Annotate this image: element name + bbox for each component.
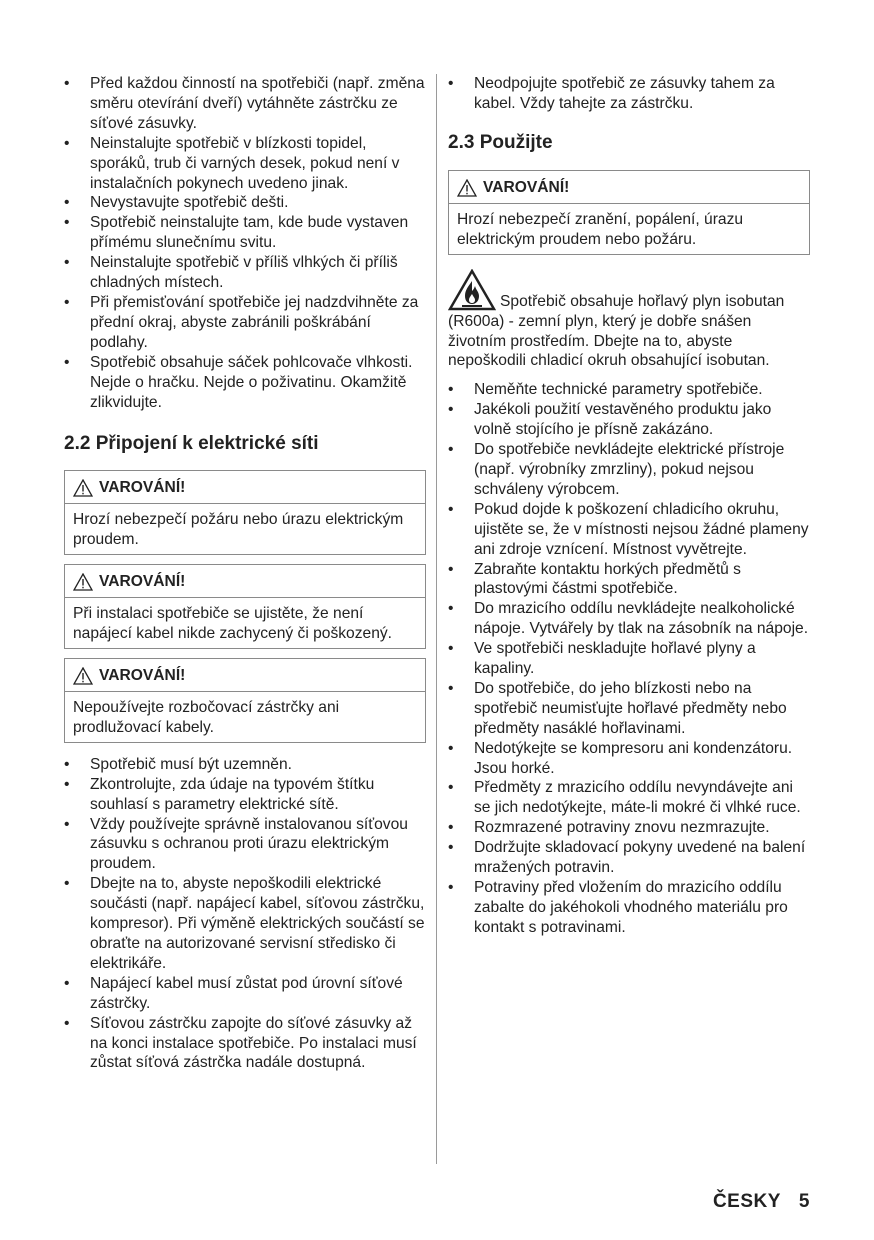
- list-item: • Neinstalujte spotřebič v příliš vlhkých či příliš chladných místech.: [64, 253, 426, 293]
- list-item: • Dbejte na to, abyste nepoškodili elektrické součásti (např. napájecí kabel, síťovou zástrčku, kompresor). Při výměně elektrických součástí se obraťte na autorizované servisní středisko či elektrikáře.: [64, 874, 426, 974]
- list-item: • Do spotřebiče, do jeho blízkosti nebo na spotřebič neumisťujte hořlavé předměty nebo předměty nasáklé hořlavinami.: [448, 679, 810, 739]
- warning-title: VAROVÁNÍ!: [99, 479, 186, 497]
- list-item: • Ve spotřebiči neskladujte hořlavé plyny a kapaliny.: [448, 639, 810, 679]
- warning-text: Hrozí nebezpečí požáru nebo úrazu elektrickým proudem.: [73, 511, 404, 549]
- warning-text: Nepoužívejte rozbočovací zástrčky ani prodlužovací kabely.: [73, 699, 340, 736]
- list-item: • Spotřebič neinstalujte tam, kde bude vystaven přímému slunečnímu svitu.: [64, 213, 426, 253]
- warning-triangle-icon: [73, 479, 93, 497]
- list-item: • Zkontrolujte, zda údaje na typovém štítku souhlasí s parametry elektrické sítě.: [64, 775, 426, 815]
- warning-box: [64, 470, 426, 555]
- bullet-list-bottom: [64, 755, 426, 1074]
- warning-header: [65, 471, 425, 504]
- list-item: • Neměňte technické parametry spotřebiče.: [448, 380, 810, 400]
- bullet-list-top: [448, 74, 810, 114]
- list-item: • Do mrazicího oddílu nevkládejte nealkoholické nápoje. Vytvářely by tlak na zásobník na nápoje.: [448, 599, 810, 639]
- section-heading-2-3: 2.3 Použijte: [448, 131, 553, 153]
- list-item: • Neodpojujte spotřebič ze zásuvky tahem za kabel. Vždy tahejte za zástrčku.: [448, 74, 810, 114]
- warning-title: VAROVÁNÍ!: [99, 573, 186, 591]
- list-item: • Nevystavujte spotřebič dešti.: [64, 193, 426, 213]
- list-item: • Do spotřebiče nevkládejte elektrické přístroje (např. výrobníky zmrzliny), pokud nejsou schváleny výrobcem.: [448, 440, 810, 500]
- list-item: • Rozmrazené potraviny znovu nezmrazujte.: [448, 818, 810, 838]
- warning-text: Při instalaci spotřebiče se ujistěte, že není napájecí kabel nikde zachycený či poškozený.: [73, 605, 392, 643]
- bullet-list-top: [64, 74, 426, 412]
- list-item: • Potraviny před vložením do mrazicího oddílu zabalte do jakéhokoli vhodného materiálu pro kontakt s potravinami.: [448, 878, 810, 938]
- page-number: 5: [798, 1191, 810, 1212]
- left-column: [64, 74, 426, 1073]
- flammable-gas-text: Spotřebič obsahuje hořlavý plyn isobutan (R600a) - zemní plyn, který je dobře snášen životním prostředím. Dbejte na to, abyste nepoškodili chladicí okruh obsahující isobutan.: [448, 292, 785, 370]
- warning-title: VAROVÁNÍ!: [483, 178, 570, 196]
- list-item: • Při přemisťování spotřebiče jej nadzdvihněte za přední okraj, abyste zabránili poškrábání podlahy.: [64, 293, 426, 353]
- list-item: • Neinstalujte spotřebič v blízkosti topidel, sporáků, trub či varných desek, pokud není v instalačních pokynech uvedeno jinak.: [64, 134, 426, 194]
- right-column: [448, 74, 810, 938]
- list-item: • Předměty z mrazicího oddílu nevyndávejte ani se jich nedotýkejte, máte-li mokré či vlhké ruce.: [448, 778, 810, 818]
- warning-title: VAROVÁNÍ!: [99, 667, 186, 685]
- warning-box: [64, 564, 426, 649]
- section-heading-2-2: 2.2 Připojení k elektrické síti: [64, 433, 319, 455]
- page-footer: [713, 1192, 810, 1212]
- list-item: • Spotřebič obsahuje sáček pohlcovače vlhkosti. Nejde o hračku. Nejde o poživatinu. Okamžitě zlikvidujte.: [64, 353, 426, 413]
- warning-box: [64, 658, 426, 743]
- list-item: • Jakékoli použití vestavěného produktu jako volně stojícího je přísně zakázáno.: [448, 400, 810, 440]
- footer-language: ČESKY: [712, 1191, 781, 1212]
- warning-triangle-icon: [73, 573, 93, 591]
- list-item: • Spotřebič musí být uzemněn.: [64, 755, 426, 775]
- flammable-gas-icon: [448, 269, 496, 311]
- warning-header: [449, 171, 809, 204]
- flammable-gas-notice: [448, 269, 810, 372]
- list-item: • Před každou činností na spotřebiči (např. změna směru otevírání dveří) vytáhněte zástrčku ze síťové zásuvky.: [64, 74, 426, 134]
- list-item: • Zabraňte kontaktu horkých předmětů s plastovými částmi spotřebiče.: [448, 560, 810, 600]
- bullet-list: [448, 380, 810, 937]
- list-item: • Dodržujte skladovací pokyny uvedené na balení mražených potravin.: [448, 838, 810, 878]
- list-item: • Napájecí kabel musí zůstat pod úrovní síťové zástrčky.: [64, 974, 426, 1014]
- column-divider: [436, 74, 437, 1164]
- list-item: • Pokud dojde k poškození chladicího okruhu, ujistěte se, že v místnosti nejsou žádné plameny ani zdroje vznícení. Místnost vyvětrejte.: [448, 500, 810, 560]
- warning-box: [448, 170, 810, 255]
- list-item: • Nedotýkejte se kompresoru ani kondenzátoru. Jsou horké.: [448, 739, 810, 779]
- warning-triangle-icon: [457, 179, 477, 197]
- warning-header: [65, 565, 425, 598]
- list-item: • Vždy používejte správně instalovanou síťovou zásuvku s ochranou proti úrazu elektrickým proudem.: [64, 815, 426, 875]
- warning-text: Hrozí nebezpečí zranění, popálení, úrazu elektrickým proudem nebo požáru.: [457, 210, 744, 248]
- warning-triangle-icon: [73, 667, 93, 685]
- list-item: • Síťovou zástrčku zapojte do síťové zásuvky až na konci instalace spotřebiče. Po instalaci musí zůstat síťová zástrčka nadále dostupná.: [64, 1014, 426, 1074]
- warning-header: [65, 659, 425, 692]
